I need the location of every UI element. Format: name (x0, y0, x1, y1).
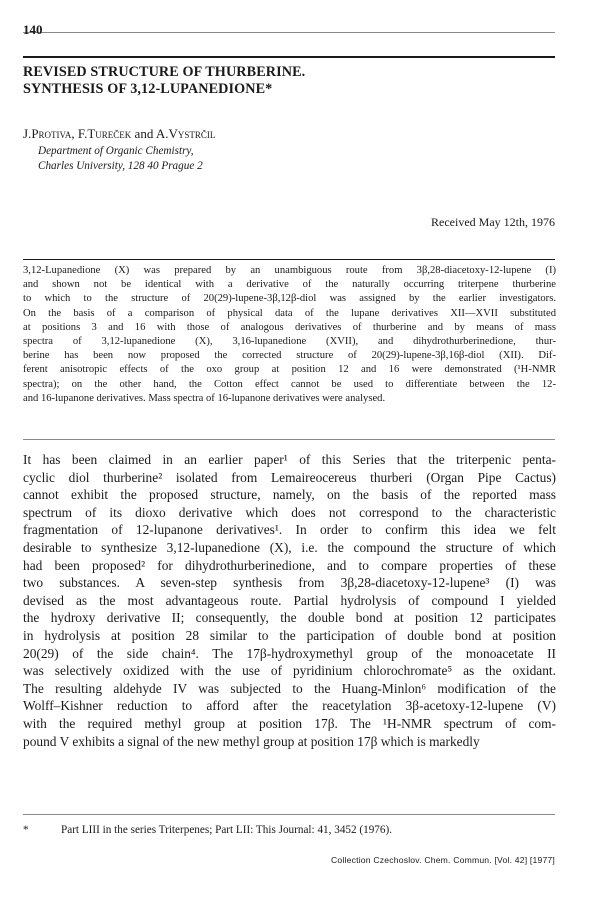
abstract-line: to which to the structure of 20(29)-lupene-3β,12β-diol was assigned by the earlier investigators. (23, 293, 556, 305)
affiliation: Department of Organic Chemistry, Charles University, 128 40 Prague 2 (38, 145, 203, 172)
title-line-2: SYNTHESIS OF 3,12-LUPANEDIONE* (23, 81, 273, 97)
page-number: 140 (23, 22, 43, 37)
footnote-mark: * (23, 824, 29, 836)
body-line: cyclic diol thurberine² isolated from Lemaireocereus thurberi (Organ Pipe Cactus) (23, 469, 556, 485)
body-line: The resulting aldehyde IV was subjected to the Huang-Minlon⁶ modification of the (23, 680, 556, 696)
footnote-rule (23, 814, 555, 815)
abstract-line: and 16-lupanone derivatives. Mass spectra of 16-lupanone derivatives were analysed. (23, 392, 386, 404)
body-line: was selectively oxidized with the use of pyridinium chlorochromate⁵ as the oxidant. (23, 663, 556, 679)
footnote-text: Part LIII in the series Triterpenes; Part LII: This Journal: 41, 3452 (1976). (61, 824, 393, 836)
body-line: It has been claimed in an earlier paper¹ of this Series that the triterpenic penta- (23, 452, 556, 467)
received-date: Received May 12th, 1976 (431, 215, 555, 229)
abstract-top-rule (23, 259, 555, 260)
body-line: cannot exhibit the proposed structure, namely, on the basis of the reported mass (23, 487, 556, 503)
author-3: A.Vystrčil (155, 126, 216, 141)
body-line: with the required methyl group at position 17β. The ¹H-NMR spectrum of com- (23, 715, 556, 731)
author-1: J.Protiva (23, 126, 72, 141)
body-line: fragmentation of 12-lupanone derivatives¹. In order to confirm this idea we felt (23, 522, 556, 538)
body-line: desirable to synthesize 3,12-lupanedione (X), i.e. the compound the structure of which (23, 539, 556, 555)
abstract-line: spectra of 3,12-lupanedione (X), 3,16-lupanedione (XVII), and dihydrothurberinedione, thur- (23, 336, 556, 348)
body-line: two substances. A seven-step synthesis from 3β,28-diacetoxy-12-lupene³ (I) was (23, 575, 556, 591)
body-line: Wolff–Kishner reduction to afford after the reacetylation 3β-acetoxy-12-lupene (V) (23, 698, 556, 714)
abstract-line: spectra); on the other hand, the Cotton effect cannot be used to differentiate between the 12- (23, 378, 556, 390)
body-line: had been proposed² for dihydrothurberinedione, and to compare properties of these (23, 557, 556, 573)
abstract-line: 3,12-Lupanedione (X) was prepared by an unambiguous route from 3β,28-diacetoxy-12-lupene (I) (23, 265, 556, 276)
article-title (23, 64, 305, 98)
footnote (23, 824, 392, 836)
body-line: devised as the most advantageous route. Partial hydrolysis of compound I yielded (23, 592, 556, 608)
abstract (23, 264, 556, 406)
abstract-line: berine has been now proposed the corrected structure of 20(29)-lupene-3β,16β-diol (XII). Dif- (23, 350, 556, 362)
abstract-line: and shown not be identical with a derivative of the naturally occurring triterpene thurberine (23, 279, 556, 291)
body-line: 20(29) of the side chain⁴. The 17β-hydroxymethyl group of the monoacetate II (23, 645, 556, 661)
body-line: pound V exhibits a signal of the new methyl group at position 17β which is markedly (23, 733, 480, 749)
journal-citation: Collection Czechoslov. Chem. Commun. [Vol. 42] [1977] (331, 855, 555, 865)
abstract-line: On the basis of a comparison of physical data of the lupane derivatives XII—XVII substituted (23, 307, 556, 319)
abstract-line: at positions 3 and 16 with those of analogous derivatives of thurberine and by means of mass (23, 321, 556, 333)
author-2: F.Tureček (77, 126, 132, 141)
abstract-bottom-rule (23, 439, 555, 440)
author-list: J.Protiva, F.Tureček and A.Vystrčil (23, 126, 216, 141)
body-line: the hydroxy derivative II; consequently, the double bond at position 12 participates (23, 610, 556, 626)
body-line: in hydrolysis at position 28 similar to the participation of double bond at position (23, 627, 556, 643)
top-rule (23, 32, 555, 33)
header-rule (23, 56, 555, 58)
body-line: spectrum of its dioxo derivative which does not correspond to the characteristic (23, 504, 556, 520)
abstract-line: ferent anisotropic effects of the oxo group at position 12 and 16 were demonstrated (¹H-NMR (23, 364, 556, 376)
body-text (23, 451, 556, 750)
title-line-1: REVISED STRUCTURE OF THURBERINE. (23, 64, 306, 80)
